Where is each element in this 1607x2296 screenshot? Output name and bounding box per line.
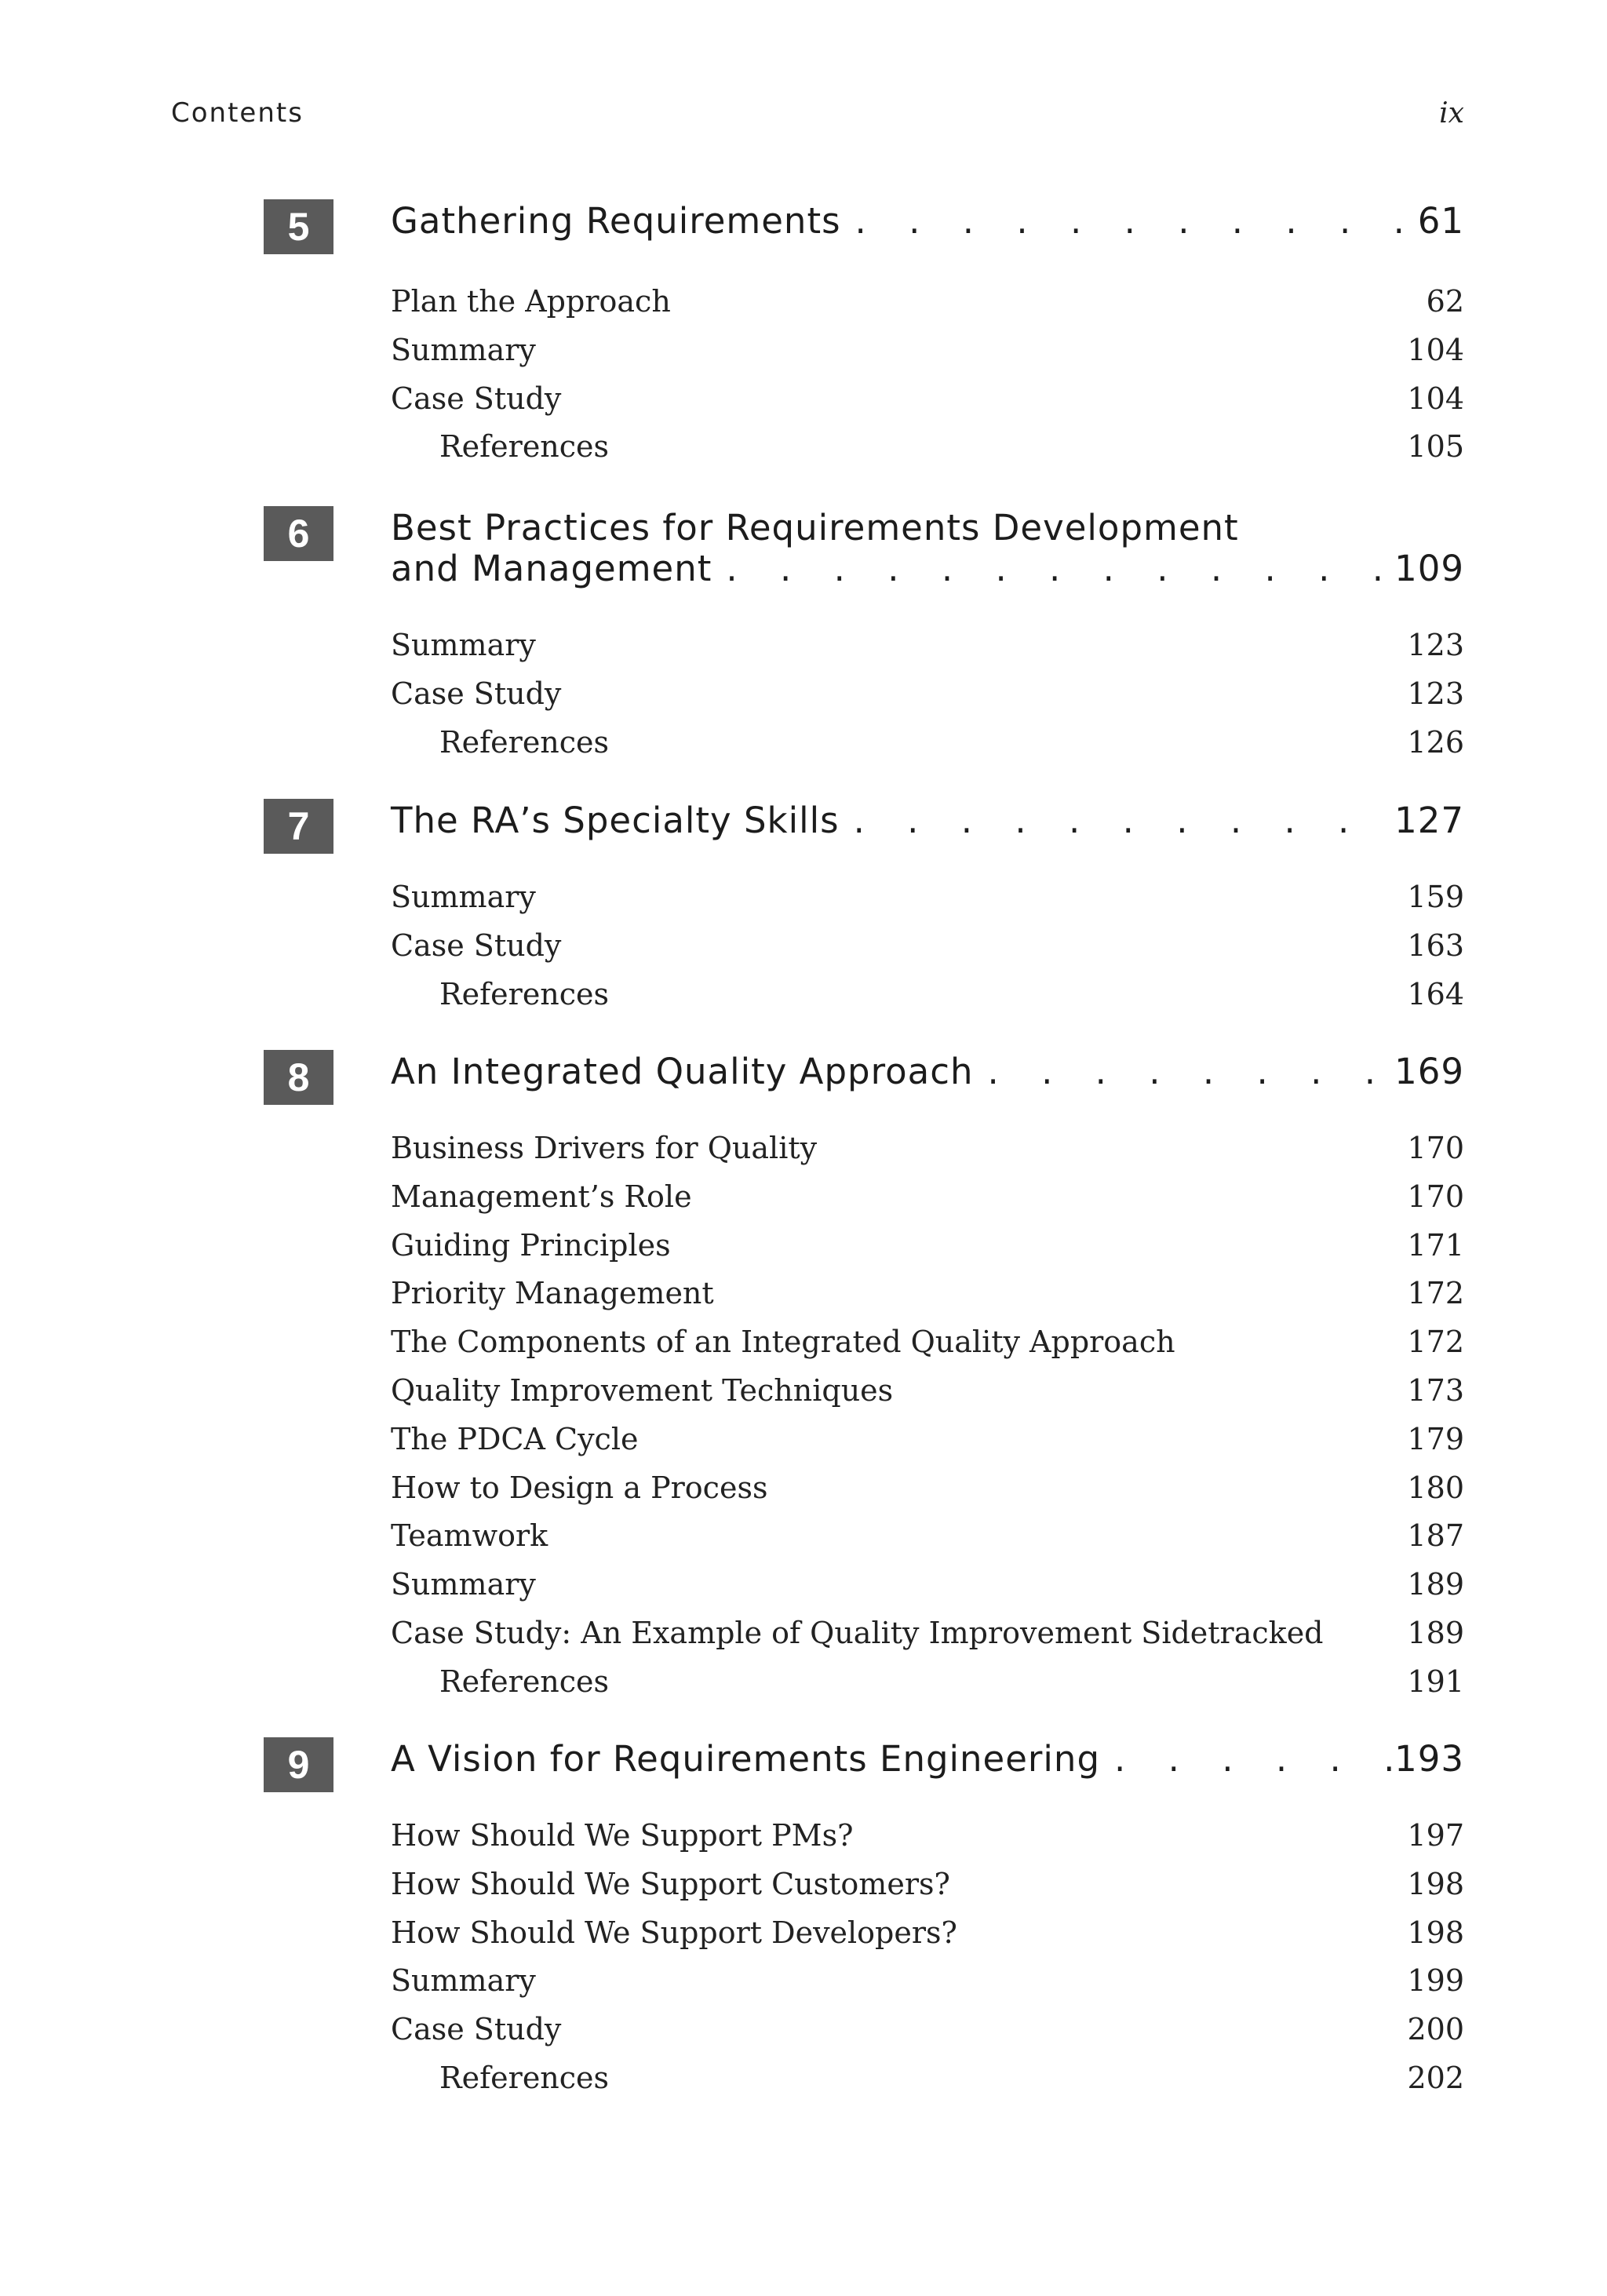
section-list [391,278,1464,472]
toc-entry-page: 62 [1426,284,1464,319]
section-list [391,873,1464,1019]
dot-leader [973,1051,1394,1092]
chapter-title-row [391,1051,1464,1092]
chapter-title-line: Gathering Requirements [391,200,841,242]
toc-entry[interactable] [391,278,1464,326]
toc-entry[interactable] [391,873,1464,922]
toc-entry-page: 180 [1407,1470,1464,1505]
chapter-title[interactable] [391,1739,1464,1780]
chapter-number-badge: 8 [264,1050,333,1105]
toc-entry[interactable] [391,1909,1464,1958]
toc-entry[interactable] [391,2054,1464,2103]
toc-entry-label: The PDCA Cycle [391,1421,639,1456]
toc-entry-label: How Should We Support Customers? [391,1866,950,1901]
toc-entry[interactable] [391,1812,1464,1860]
toc-entry-page: 170 [1407,1131,1464,1165]
chapter-page-number: 127 [1394,800,1464,841]
toc-entry-page: 197 [1407,1818,1464,1853]
chapter-number-badge: 6 [264,506,333,561]
toc-entry[interactable] [391,922,1464,971]
toc-entry-label: Case Study [391,676,562,711]
toc-entry[interactable] [391,670,1464,719]
toc-entry-page: 200 [1407,2012,1464,2047]
section-list [391,621,1464,767]
chapter-page-number: 61 [1417,200,1464,242]
toc-entry-page: 198 [1407,1866,1464,1901]
toc-entry-label: Case Study: An Example of Quality Improvement Sidetracked [391,1615,1324,1650]
toc-entry[interactable] [391,2006,1464,2054]
toc-entry[interactable] [391,1173,1464,1222]
chapter-page-number: 169 [1394,1051,1464,1092]
chapter-title-line: and Management [391,548,712,589]
toc-entry-label: Priority Management [391,1276,714,1311]
toc-entry[interactable] [391,375,1464,424]
toc-entry[interactable] [391,423,1464,472]
toc-entry-label: Quality Improvement Techniques [391,1372,894,1408]
toc-entry[interactable] [391,621,1464,670]
page-number: ix [1439,97,1464,129]
chapter-title-line: The RA’s Specialty Skills [391,800,840,841]
toc-entry-label: Business Drivers for Quality [391,1131,818,1165]
chapter-number-badge: 7 [264,799,333,854]
toc-entry-label: Plan the Approach [391,284,671,319]
toc-entry[interactable] [391,1512,1464,1561]
chapter-page-number: 109 [1394,548,1464,589]
toc-entry-page: 104 [1407,332,1464,367]
toc-entry-page: 198 [1407,1915,1464,1950]
toc-entry-page: 172 [1407,1276,1464,1311]
dot-leader [840,800,1395,841]
toc-entry-label: Management’s Role [391,1179,692,1214]
toc-entry-page: 123 [1407,676,1464,711]
chapter-page-number: 193 [1394,1738,1464,1780]
toc-entry-page: 159 [1407,880,1464,914]
toc-entry-label: Case Study [391,928,562,963]
toc-entry-label: How to Design a Process [391,1470,768,1505]
toc-entry-label: How Should We Support PMs? [391,1818,854,1853]
toc-entry[interactable] [391,1860,1464,1909]
chapter-title-row [391,548,1464,589]
toc-entry-label: How Should We Support Developers? [391,1915,957,1950]
toc-entry-page: 199 [1407,1963,1464,1999]
toc-entry-label: References [439,429,610,465]
toc-entry-page: 123 [1407,628,1464,662]
dot-leader [841,201,1418,242]
chapter-number-badge: 9 [264,1737,333,1792]
toc-entry-label: Summary [391,332,536,367]
chapter-title-line: Best Practices for Requirements Development [391,507,1239,548]
chapter-title[interactable] [391,800,1464,841]
running-head [171,97,1464,137]
toc-entry-label: Guiding Principles [391,1227,671,1263]
chapter-title[interactable] [391,508,1464,589]
toc-entry-label: Case Study [391,2012,562,2047]
toc-entry-label: Summary [391,1963,536,1999]
toc-entry-page: 171 [1407,1227,1464,1263]
toc-entry-page: 189 [1407,1567,1464,1602]
section-list [391,1812,1464,2103]
toc-entry-label: References [439,1664,610,1699]
chapter-number-badge: 5 [264,199,333,254]
chapter-title[interactable] [391,1051,1464,1092]
chapter-title-row [391,800,1464,841]
running-head-section: Contents [171,97,304,129]
toc-entry-page: 170 [1407,1179,1464,1214]
chapter-title-line: An Integrated Quality Approach [391,1051,974,1092]
toc-entry-label: The Components of an Integrated Quality Approach [391,1325,1175,1360]
toc-entry-label: References [439,724,610,760]
toc-entry-label: Teamwork [391,1518,548,1554]
toc-entry-page: 179 [1407,1421,1464,1456]
toc-entry-page: 191 [1407,1664,1464,1699]
toc-entry-label: Summary [391,1567,536,1602]
toc-entry[interactable] [391,1561,1464,1609]
toc-entry[interactable] [391,1318,1464,1367]
toc-entry[interactable] [391,1367,1464,1416]
toc-entry-page: 187 [1407,1518,1464,1554]
toc-entry-page: 202 [1407,2060,1464,2095]
chapter-title-line: A Vision for Requirements Engineering [391,1738,1101,1780]
toc-entry-page: 105 [1407,429,1464,465]
chapter-title-row [391,201,1464,242]
toc-entry[interactable] [391,719,1464,767]
toc-entry-label: Summary [391,628,536,662]
chapter-title[interactable] [391,201,1464,242]
toc-entry-page: 163 [1407,928,1464,963]
toc-entry-label: References [439,2060,610,2095]
toc-entry[interactable] [391,1464,1464,1513]
toc-entry-page: 164 [1407,976,1464,1011]
dot-leader [1100,1739,1394,1780]
toc-entry[interactable] [391,326,1464,375]
toc-entry[interactable] [391,971,1464,1019]
chapter-title-row [391,1739,1464,1780]
section-list [391,1124,1464,1707]
toc-entry-page: 173 [1407,1372,1464,1408]
toc-entry[interactable] [391,1124,1464,1173]
toc-entry-label: References [439,976,610,1011]
toc-entry[interactable] [391,1957,1464,2006]
toc-entry-page: 104 [1407,381,1464,416]
dot-leader [712,548,1394,589]
toc-entry-label: Summary [391,880,536,914]
toc-entry[interactable] [391,1658,1464,1707]
toc-entry[interactable] [391,1609,1464,1658]
toc-entry[interactable] [391,1222,1464,1270]
toc-entry-page: 126 [1407,724,1464,760]
toc-entry[interactable] [391,1416,1464,1464]
toc-entry-label: Case Study [391,381,562,416]
toc-entry-page: 172 [1407,1325,1464,1360]
toc-entry[interactable] [391,1270,1464,1318]
toc-entry-page: 189 [1407,1615,1464,1650]
